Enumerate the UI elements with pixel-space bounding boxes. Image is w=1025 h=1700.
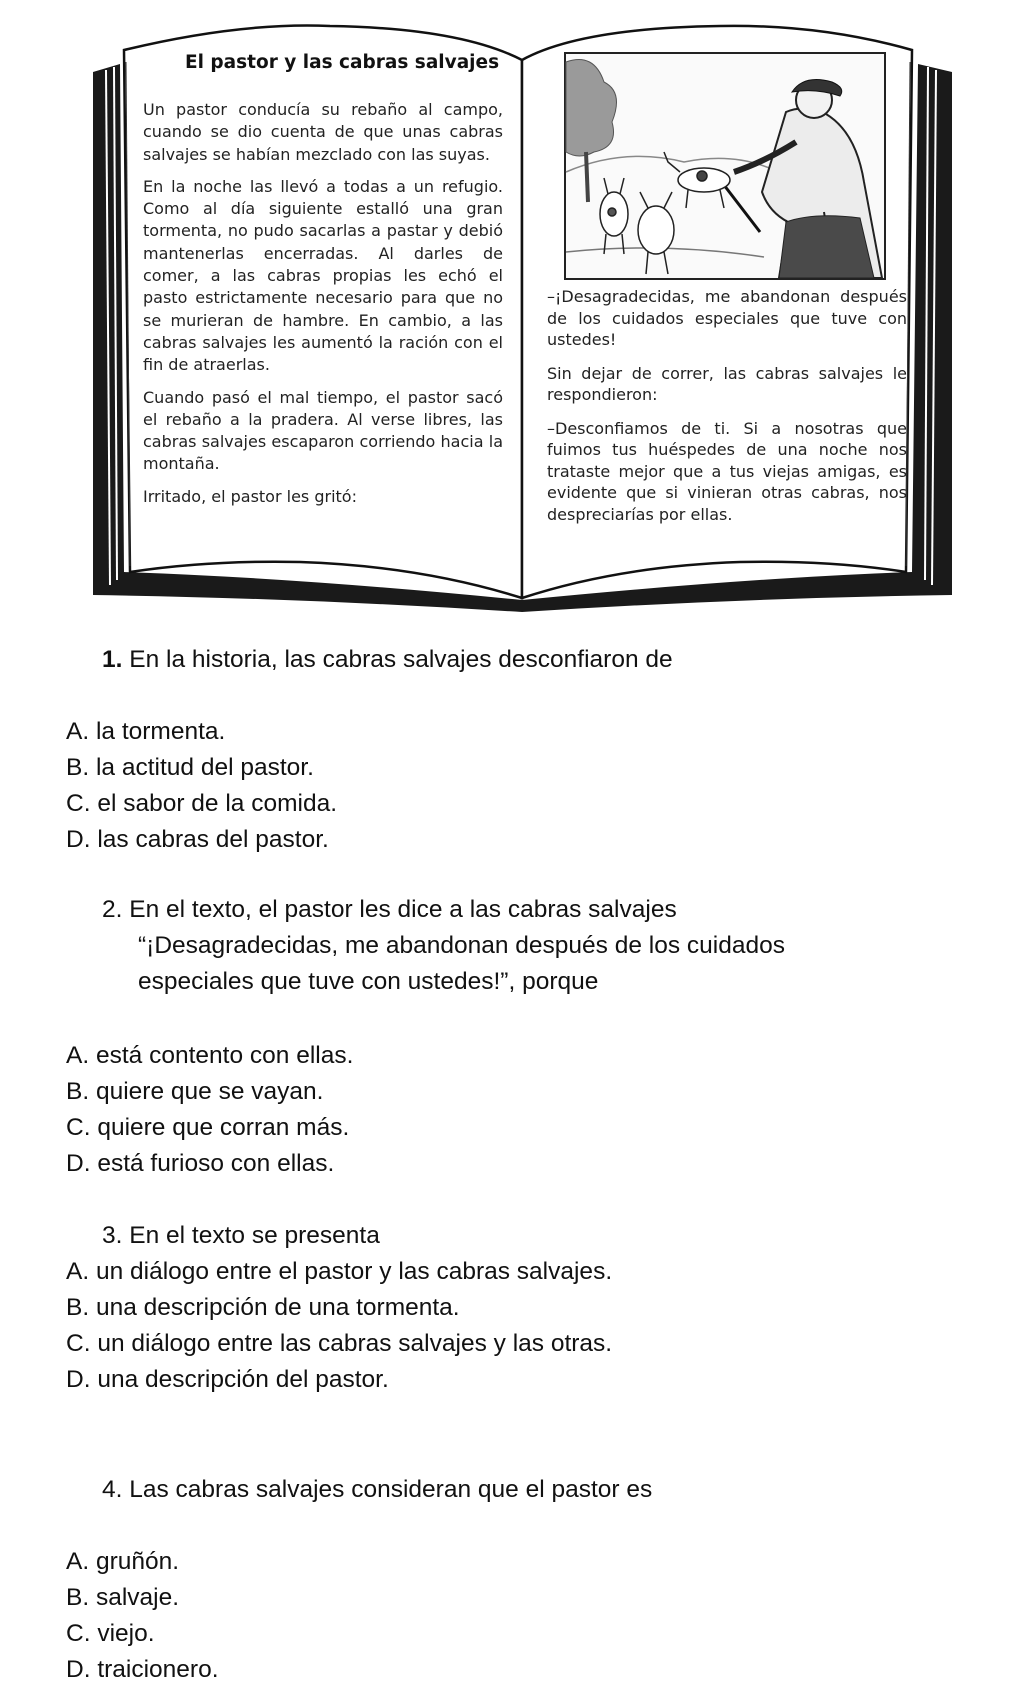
option-4b[interactable] [66, 1580, 179, 1616]
option-text: una descripción del pastor. [97, 1366, 389, 1393]
option-1a[interactable] [66, 714, 225, 750]
question-3 [102, 1218, 380, 1254]
option-letter: A. [66, 718, 90, 745]
option-2d[interactable] [66, 1146, 334, 1182]
option-3b[interactable] [66, 1290, 460, 1326]
story-paragraph: –Desconfiamos de ti. Si a nosotras que fuimos tus huéspedes de una noche nos trataste mejor que a tus viejas amigas, es evidente que si vinieran otras cabras, nos despreciarías por ellas. [547, 418, 907, 524]
question-number: 4. [102, 1476, 123, 1503]
option-2b[interactable] [66, 1074, 323, 1110]
option-letter: B. [66, 1078, 90, 1105]
question-text: En el texto, el pastor les dice a las cabras salvajes [129, 896, 677, 923]
option-2a[interactable] [66, 1038, 353, 1074]
story-left-column [143, 99, 503, 518]
option-letter: D. [66, 1656, 91, 1683]
option-1d[interactable] [66, 822, 329, 858]
question-number: 1. [102, 646, 123, 673]
option-text: quiere que se vayan. [95, 1078, 324, 1105]
option-text: un diálogo entre el pastor y las cabras salvajes. [95, 1258, 613, 1285]
story-paragraph: Irritado, el pastor les gritó: [143, 486, 357, 506]
option-1c[interactable] [66, 786, 337, 822]
option-letter: B. [66, 1584, 90, 1611]
question-2 [102, 892, 982, 1000]
option-text: quiere que corran más. [97, 1114, 350, 1141]
option-text: el sabor de la comida. [97, 790, 338, 817]
story-paragraph: –¡Desagradecidas, me abandonan después de los cuidados especiales que tuve con ustedes! [547, 287, 907, 349]
question-number: 3. [102, 1222, 123, 1249]
question-text: Las cabras salvajes consideran que el pastor es [129, 1476, 653, 1503]
option-letter: D. [66, 1150, 91, 1177]
option-letter: B. [66, 1294, 90, 1321]
option-letter: C. [66, 1330, 91, 1357]
option-text: salvaje. [95, 1584, 180, 1611]
option-4c[interactable] [66, 1616, 155, 1652]
question-number: 2. [102, 896, 123, 923]
option-text: traicionero. [97, 1656, 219, 1683]
option-letter: C. [66, 1114, 91, 1141]
question-1 [102, 642, 673, 678]
option-letter: A. [66, 1042, 90, 1069]
option-letter: C. [66, 790, 91, 817]
option-4a[interactable] [66, 1544, 179, 1580]
option-text: una descripción de una tormenta. [95, 1294, 460, 1321]
option-3a[interactable] [66, 1254, 612, 1290]
question-4 [102, 1472, 652, 1508]
question-text: “¡Desagradecidas, me abandonan después de los cuidados [138, 932, 785, 959]
option-letter: A. [66, 1258, 90, 1285]
story-paragraph: En la noche las llevó a todas a un refugio. Como al día siguiente estalló una gran tormenta, no pudo sacarlas a pastar y debió mantenerlas encerradas. Al darles de comer, a las cabras propias les echó el pasto estrictamente necesario para que no se murieran de hambre. En cambio, a las cabras salvajes les aumentó la ración con el fin de atraerlas. [143, 176, 503, 375]
option-letter: B. [66, 754, 90, 781]
option-letter: A. [66, 1548, 90, 1575]
story-paragraph: Sin dejar de correr, las cabras salvajes le respondieron: [547, 363, 907, 404]
story-title: El pastor y las cabras salvajes [185, 52, 500, 73]
shepherd-drawing [564, 52, 886, 280]
story-paragraph: Un pastor conducía su rebaño al campo, cuando se dio cuenta de que unas cabras salvajes se habían mezclado con las suyas. [143, 100, 503, 164]
open-book-illustration [0, 0, 1025, 615]
option-letter: D. [66, 1366, 91, 1393]
question-text: En el texto se presenta [129, 1222, 380, 1249]
option-3c[interactable] [66, 1326, 612, 1362]
option-text: viejo. [97, 1620, 155, 1647]
option-1b[interactable] [66, 750, 314, 786]
option-letter: D. [66, 826, 91, 853]
option-text: la tormenta. [95, 718, 226, 745]
story-right-column [547, 286, 907, 537]
question-text: En la historia, las cabras salvajes desconfiaron de [129, 646, 673, 673]
option-text: las cabras del pastor. [97, 826, 329, 853]
option-text: está contento con ellas. [95, 1042, 354, 1069]
option-2c[interactable] [66, 1110, 349, 1146]
option-text: está furioso con ellas. [97, 1150, 335, 1177]
question-text: especiales que tuve con ustedes!”, porque [138, 968, 599, 995]
option-letter: C. [66, 1620, 91, 1647]
option-text: la actitud del pastor. [95, 754, 314, 781]
story-paragraph: Cuando pasó el mal tiempo, el pastor sacó el rebaño a la pradera. Al verse libres, las cabras salvajes escaparon corriendo hacia la montaña. [143, 387, 503, 474]
shepherd-goats-picture [564, 52, 886, 280]
option-text: gruñón. [95, 1548, 180, 1575]
option-3d[interactable] [66, 1362, 389, 1398]
option-text: un diálogo entre las cabras salvajes y las otras. [97, 1330, 613, 1357]
option-4d[interactable] [66, 1652, 219, 1688]
